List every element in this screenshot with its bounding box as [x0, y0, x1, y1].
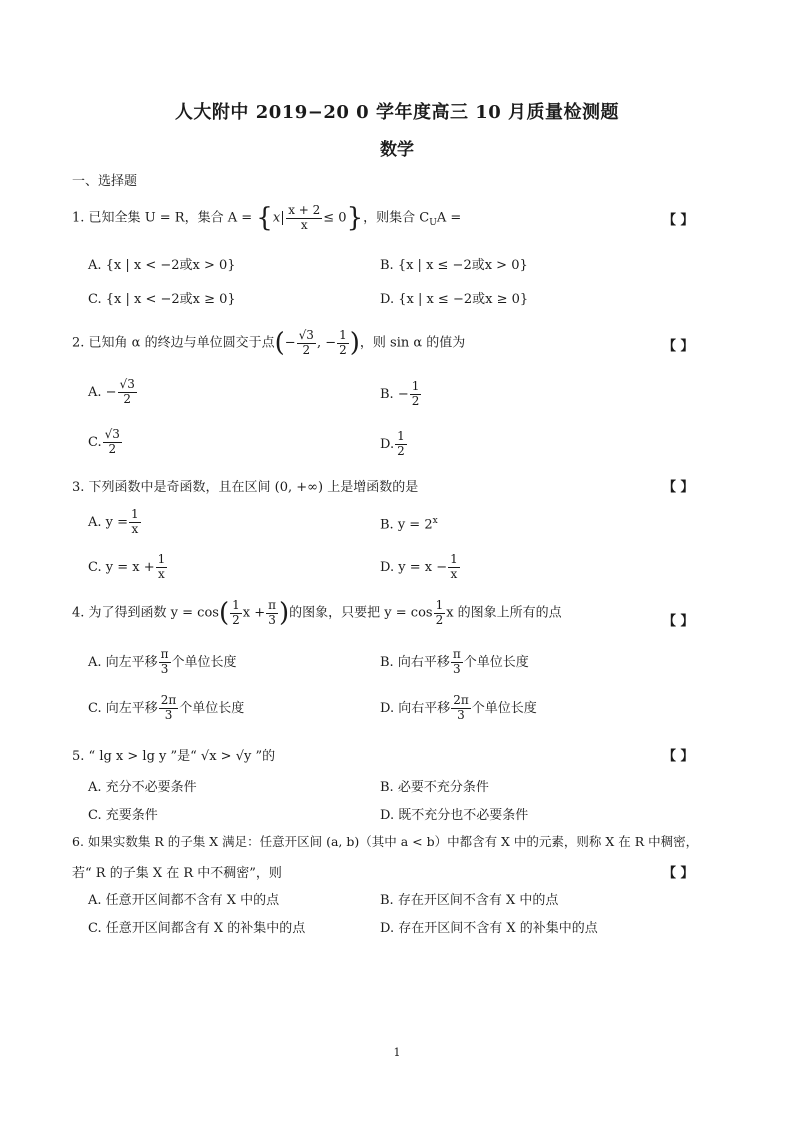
- q5-option-b[interactable]: B. 必要不充分条件: [380, 780, 489, 795]
- answer-bracket-3[interactable]: 【 】: [663, 480, 694, 495]
- q3-option-b[interactable]: B. $y = 2^x$: [380, 516, 438, 533]
- answer-bracket-5[interactable]: 【 】: [663, 749, 694, 764]
- q1-option-c[interactable]: C. {x | x < −2或x ≥ 0}: [88, 292, 236, 307]
- q3-option-a[interactable]: A. y = $\frac{1}{x}$: [88, 507, 139, 536]
- question-6-stem-line-1: 6. 如果实数集 R 的子集 X 满足：任意开区间 (a, b)（其中 a < b）中都含有 X 中的元素，则称 X 在 R 中稠密，: [72, 834, 699, 849]
- question-1-stem: 1. 已知全集 U = R，集合 A = {x $\frac{x + 2}{x}$ ≤ 0}，则集合 $C_UA$ =: [72, 202, 462, 233]
- answer-bracket-2[interactable]: 【 】: [663, 339, 694, 354]
- q2-option-b[interactable]: B. − $\frac{1}{2}$: [380, 379, 420, 408]
- question-5-stem: 5. “ lg x > lg y ”是“ √x > √y ”的: [72, 749, 276, 764]
- q2-option-d[interactable]: D. $\frac{1}{2}$: [380, 429, 405, 458]
- section-heading: 一、选择题: [72, 174, 138, 189]
- question-3-stem: 3. 下列函数中是奇函数，且在区间 (0, +∞) 上是增函数的是: [72, 480, 419, 495]
- q6-option-d[interactable]: D. 存在开区间不含有 X 的补集中的点: [380, 921, 598, 936]
- q6-option-c[interactable]: C. 任意开区间都含有 X 的补集中的点: [88, 921, 306, 936]
- question-6-stem-line-2: 若“ R 的子集 X 在 R 中不稠密”，则: [72, 866, 282, 881]
- q2-option-c[interactable]: C. $\frac{√3}{2}$: [88, 427, 120, 456]
- q1-option-b[interactable]: B. {x | x ≤ −2或x > 0}: [380, 258, 528, 273]
- q3-option-d[interactable]: D. y = x − $\frac{1}{x}$: [380, 552, 458, 581]
- question-4-stem: 4. 为了得到函数 y = cos( $\frac{1}{2}$ x + $\frac{\pi}{3}$ )的图象，只要把 y = cos $\frac{1}{2}$ x 的图象上所有的点: [72, 597, 562, 628]
- q4-option-b[interactable]: B. 向右平移 $\frac{\pi}{3}$ 个单位长度: [380, 647, 529, 676]
- q1-option-a[interactable]: A. {x | x < −2或x > 0}: [88, 258, 236, 273]
- q3-option-c[interactable]: C. y = x + $\frac{1}{x}$: [88, 552, 166, 581]
- q6-option-a[interactable]: A. 任意开区间都不含有 X 中的点: [88, 893, 280, 908]
- q2-option-a[interactable]: A. − $\frac{√3}{2}$: [88, 377, 135, 406]
- answer-bracket-1[interactable]: 【 】: [663, 213, 694, 228]
- answer-bracket-4[interactable]: 【 】: [663, 614, 694, 629]
- subject-title: 数学: [380, 140, 414, 160]
- q4-option-c[interactable]: C. 向左平移 $\frac{2\pi}{3}$ 个单位长度: [88, 693, 245, 722]
- exam-title: 人大附中 2019−20 0 学年度高三 10 月质量检测题: [174, 102, 620, 123]
- answer-bracket-6[interactable]: 【 】: [663, 866, 694, 881]
- question-2-stem: 2. 已知角 α 的终边与单位圆交于点(− $\frac{√3}{2}$ , − $\frac{1}{2}$ )，则 sin α 的值为: [72, 327, 466, 358]
- q5-option-c[interactable]: C. 充要条件: [88, 808, 158, 823]
- q5-option-d[interactable]: D. 既不充分也不必要条件: [380, 808, 529, 823]
- q5-option-a[interactable]: A. 充分不必要条件: [88, 780, 197, 795]
- q6-option-b[interactable]: B. 存在开区间不含有 X 中的点: [380, 893, 559, 908]
- q1-option-d[interactable]: D. {x | x ≤ −2或x ≥ 0}: [380, 292, 529, 307]
- q4-option-d[interactable]: D. 向右平移 $\frac{2\pi}{3}$ 个单位长度: [380, 693, 537, 722]
- q4-option-a[interactable]: A. 向左平移 $\frac{\pi}{3}$ 个单位长度: [88, 647, 237, 676]
- page-number: 1: [393, 1046, 401, 1059]
